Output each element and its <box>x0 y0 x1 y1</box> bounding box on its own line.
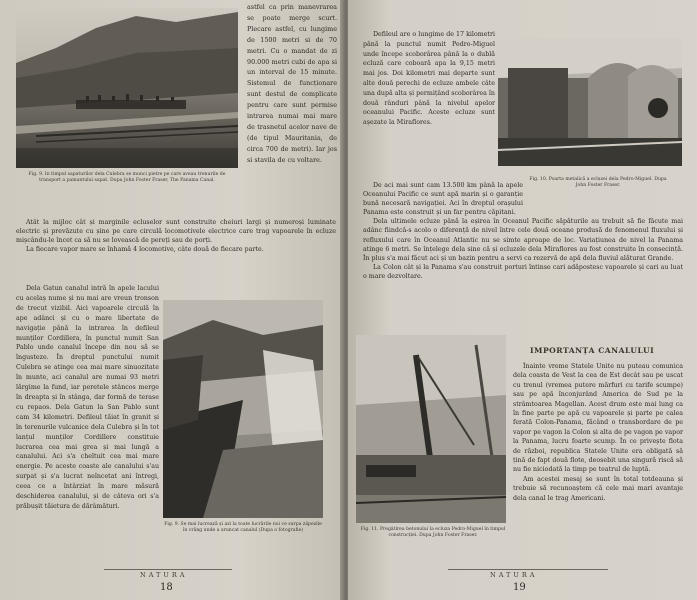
right-page-number: 19 <box>513 582 526 593</box>
paragraph: La Colon cât și la Panama s'au construit porturi întinse cari adăpostesc vapoarele și cari au luat o mare dezvoltare. <box>363 263 683 280</box>
paragraph: Atât la mijloc cât și marginile ecluselor sunt construite cheiuri largi și numeroși luminate electric și prevăzute cu șine pe care circulă locomotivele electrice care trag vapoarele în ecluze mișcându-le încet ca să nu se lovească de pereți sau de porți. <box>16 219 336 244</box>
left-body-text <box>16 218 336 254</box>
photo-culebra-image <box>16 8 238 168</box>
figure-bottom-caption: Fig. 9. Se mai lucrează și azi la toate lucrările noi ce surpa zăpezile în crâng unde a aruncat canalul (Dupa o fotografie) <box>164 522 322 533</box>
right-footer-rule <box>448 569 608 570</box>
photo-lock-gate-image <box>498 38 682 166</box>
figure-top-caption: Fig. 9. In timpul sapaturilor dela Culebra se munci pietre pe care aveau trenurile de transport a pamantului sapat. Dupa John Foster Fraser, The Panama Canal. <box>28 172 226 183</box>
right-column-left-text <box>363 30 495 128</box>
figure-top-caption: Fig. 10. Poarta metalică a ecluzei dela Pedro-Miguel. Dupa John Foster Fraser. <box>529 177 667 188</box>
right-column-right-text <box>513 362 683 503</box>
photo-landslide-image <box>163 300 323 518</box>
paragraph: Defileul are o lungime de 17 kilometri până la punctul numit Pedro-Miguel unde începe scoborârea până la o dublă ecluză care coboară apa la 9,15 metri mai jos. Doi kilometri mai departe sunt alte două perechi de ecluze ambele câte una după alta și permițând scoborârea în două rânduri până la nivelul apelor oceanului Pacific. Aceste ecluze sunt așezate la Miraflores. <box>363 31 495 127</box>
left-page <box>0 0 344 600</box>
left-footer-rule <box>104 569 232 570</box>
paragraph: Dela Gatun canalul intră în apele lacului cu acelaș nume și nu mai are vreun tronson de trecut vizibil. Aici vapoarele circulă în ape adânci și cu o mare libertate de navigație până la intrarea în defileul munților Cordillera, în punctul numit San Pablo unde canalul începe din nou să se îngusteze. În dreptul punctului numit Culebra se atinge cea mai mare sinuozitate în munte, aci canalul are numai 93 metri lărgime la fund, iar peretele stâncos merge în dreapta și în stânga, dar formă de terase cu repaos. Dela Gatun la San Pablo sunt cam 34 kilometri. Defileul tăiat în granit și în terenurile vulcanice dela Culebra și în tot lanțul munților Cordillere constituie lucrarea cea mai grea și mai lungă a canalului. Aci s'a cheltuit cea mai mare energie. Pe aceste coaste ale canalului s'au surpat și s'a lucrat neîncetat ani întregi, ceea ce a întârziat în mare măsură deschiderea canalului, și de câteva ori s'a prăbușit tăietura de dărâmături. <box>16 285 159 510</box>
photo-landslide <box>163 300 323 518</box>
left-page-number: 18 <box>160 582 173 593</box>
paragraph: Înainte vreme Statele Unite nu puteau comunica dela coasta de Vest la cea de Est decât sau pe uscat cu trenul (vremea putere mărfuri cu tarife scumpe) sau pe apă înconjurând America de Sud pe la strâmtoarea Magellan. Acest drum este mai lung ca în fine parte pe apă cu vapoarele și parte pe calea ferată Colon-Panama, făcând o transbordare de pe vapor pe vagon la Colon și alta de pe vagon pe vapor la Panama, lucru foarte scump. În ce privește flota de război, republica Statele Unite era obligată să țină de fapt două flote, deosebit una singură riscă să nu fie niciodată la timp pe teatrul de luptă. <box>513 363 683 474</box>
right-body-text <box>363 181 683 281</box>
left-footer-title: NATURA <box>140 571 188 579</box>
paragraph: La fiecare vapor mare se înhamă 4 locomotive, câte două de fiecare parte. <box>26 246 264 253</box>
paragraph: Dela ultimele ecluze până la eșirea în Oceanul Pacific săpăturile au trebuit să fie făcute mai adânc fiindcă-s acolo o diferență de nivel între cele două oceane produsă de fenomenul fluxului și refluxului care în Oceanul Atlantic nu se simte aproape de loc. Variațiunea de nivel la Panama atinge 6 metri. Se înțelege dela sine că și ecluzele dela Miraflores au fost construite în consecință. În plus s'a mai făcut aci și un bazin pentru a servi ca rezervă de apă dela fluviul alăturat Grande. <box>363 218 683 262</box>
photo-lock-gate <box>498 38 682 166</box>
photo-culebra-workers <box>16 8 238 168</box>
section-heading: IMPORTANȚA CANALULUI <box>530 346 655 355</box>
figure-bottom-caption: Fig. 11. Pregătirea betonului la ecluza Pedro-Miguel în timpul construcției. Dupa John Foster Fraser. <box>360 527 506 538</box>
paragraph: astfel ca prin manevrarea se poate merge scurt. Plecare astfel, cu lungime de 1500 metri si de 70 metri. Cu o mandat de zi 90.000 metri cubi de apa si un interval de 15 minute. Sistemul de funcționare sunt destul de complicate pentru care sunt permise intrarea numai mai mare de trasnetul acelor nave de (de tipul Mauritania, de circa 700 de metri). Iar jos si stavila de cu voltare. <box>247 3 337 164</box>
right-footer-title: NATURA <box>490 571 538 579</box>
right-page <box>348 0 697 600</box>
left-column-left-text <box>16 284 159 512</box>
photo-crane-image <box>356 335 506 523</box>
left-column-right-text <box>247 2 337 166</box>
photo-crane-construction <box>356 335 506 523</box>
paragraph: De aci mai sunt cam 13.500 km până la apele Oceanului Pacific ce sunt apă marin și o garanție bună necesară navigației. Aci în dreptul orașului Panama este construit și un far pentru căpitani. <box>363 182 523 217</box>
paragraph: Am acestei mesaj se sunt în total totdeauna și trebuie să recunoaștem că cele mai mari avantaje dela canal le trag Americani. <box>513 475 683 502</box>
